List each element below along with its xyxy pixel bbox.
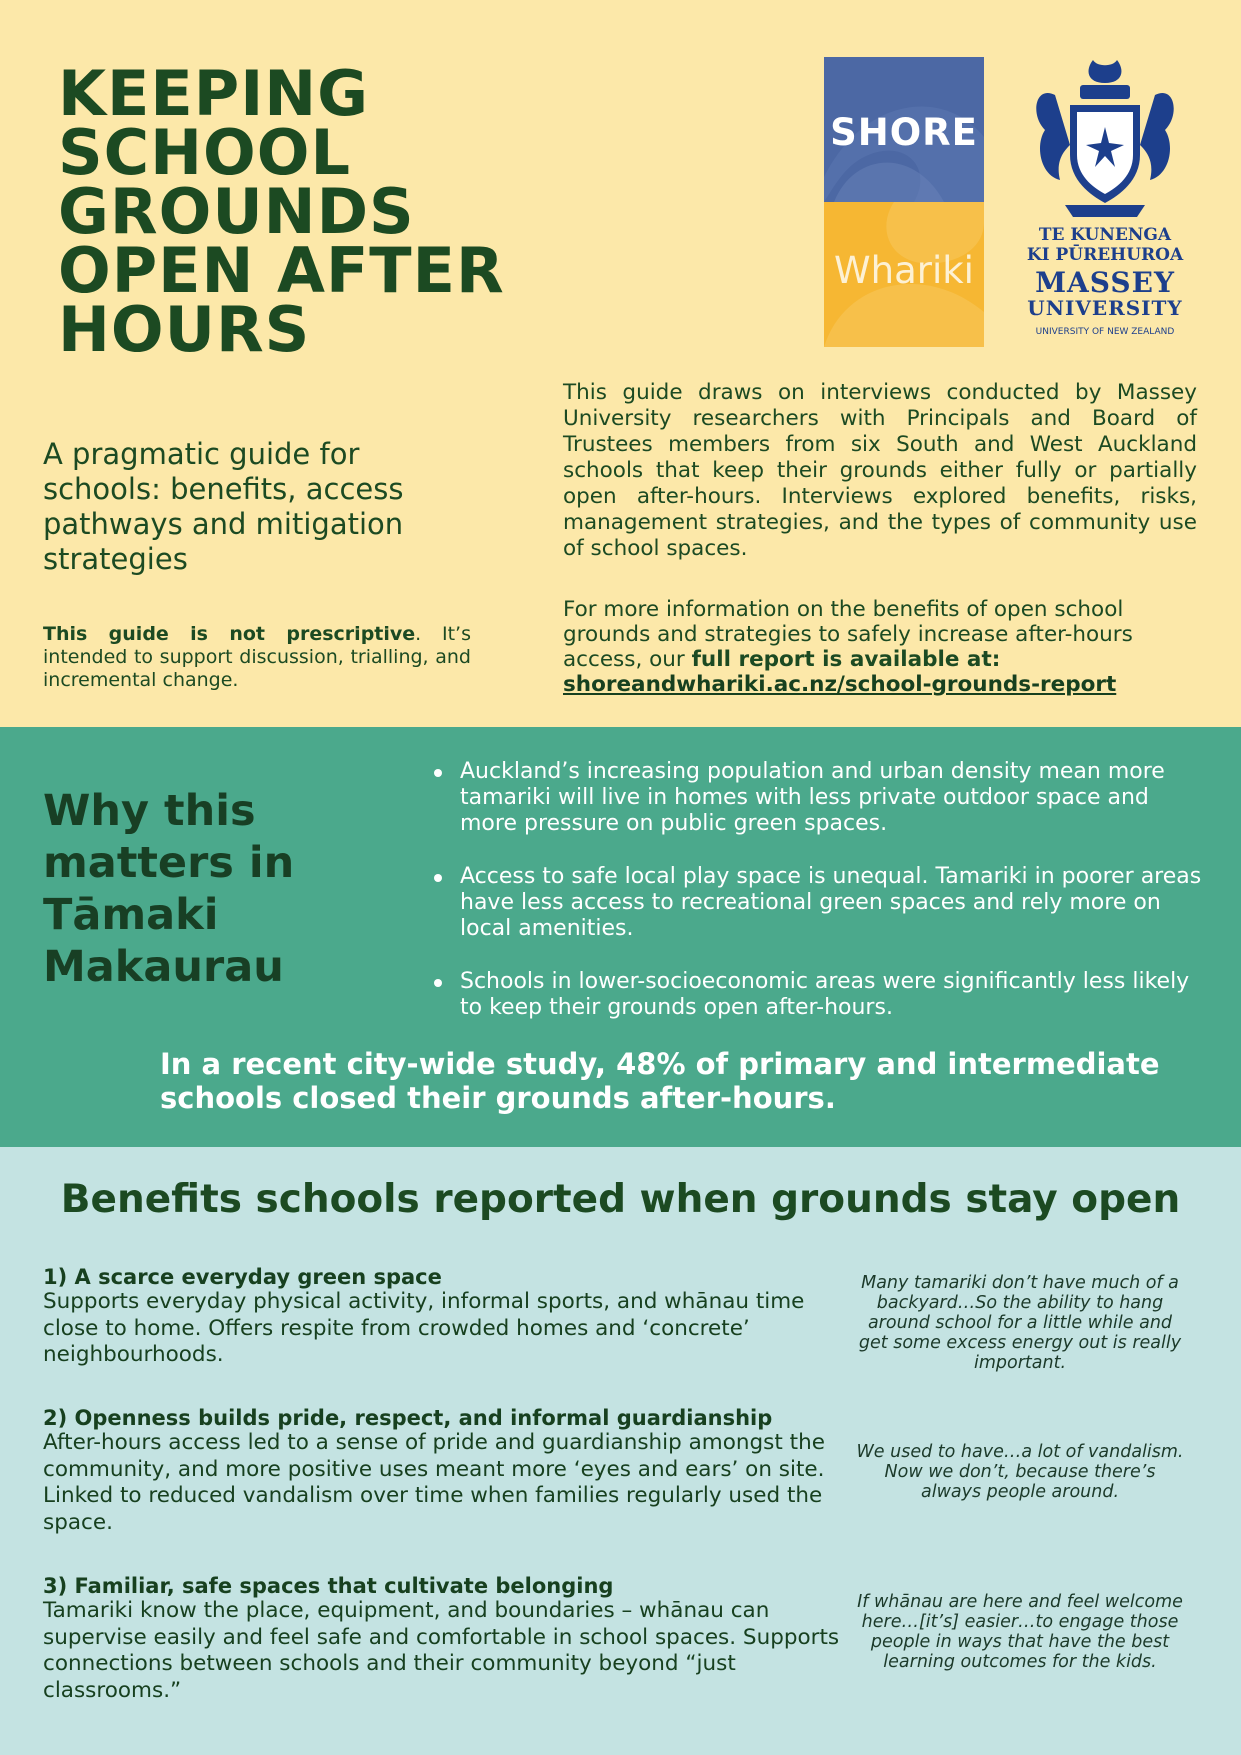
bullet-dot-icon xyxy=(434,979,442,987)
header-section xyxy=(0,0,1241,727)
more-info xyxy=(563,597,1197,697)
study-statistic: In a recent city-wide study, 48% of primary and intermediate schools closed their grounds after-hours. xyxy=(160,1047,1160,1115)
massey-crest-icon xyxy=(1025,55,1185,220)
benefit-quote: If whānau are here and feel welcome here…[it’s] easier…to engage those people in ways that have the best learning outcomes for the kids. xyxy=(857,1592,1183,1672)
benefit-item xyxy=(43,1406,843,1536)
benefits-section xyxy=(0,1147,1241,1755)
disclaimer-note xyxy=(43,623,471,692)
why-bullet-list xyxy=(430,759,1210,1048)
more-info-text: For more information on the benefits of open school grounds and strategies to safely increase after-hours access, our xyxy=(563,597,1133,672)
page-title: KEEPING SCHOOL GROUNDS OPEN AFTER HOURS xyxy=(58,57,505,366)
bullet-dot-icon xyxy=(434,769,442,777)
benefit-title: 3) Familiar, safe spaces that cultivate belonging xyxy=(43,1574,614,1598)
why-heading: Why this matters in Tāmaki Makaurau xyxy=(43,786,295,992)
shore-logo-block xyxy=(824,57,984,202)
massey-line-3: MASSEY xyxy=(1035,266,1175,299)
massey-line-2: KI PŪREHUROA xyxy=(1026,245,1184,265)
disclaimer-rest: . It’s intended to support discussion, trialling, and incremental change. xyxy=(43,623,471,691)
massey-line-4: UNIVERSITY xyxy=(1027,296,1183,320)
massey-wordmark xyxy=(1025,225,1185,339)
subtitle: A pragmatic guide for schools: benefits, access pathways and mitigation strategies xyxy=(43,437,404,576)
benefit-title: 2) Openness builds pride, respect, and informal guardianship xyxy=(43,1406,773,1430)
benefits-heading: Benefits schools reported when grounds stay open xyxy=(60,1177,1181,1222)
bullet-item xyxy=(430,969,1210,1021)
disclaimer-bold: This guide is not prescriptive xyxy=(43,623,416,645)
bullet-item xyxy=(430,759,1210,837)
bullet-dot-icon xyxy=(434,874,442,882)
benefit-quote: We used to have…a lot of vandalism. Now we don’t, because there’s always people around. xyxy=(856,1442,1184,1502)
whariki-word: Whariki xyxy=(834,249,974,292)
intro-paragraph: This guide draws on interviews conducted by Massey University researchers with Principals and Board of Trustees members from six South and West Auckland schools that keep their grounds either fully or partially open after-hours. Interviews explored benefits, risks, management strategies, and the types of community use of school spaces. xyxy=(563,380,1197,561)
whariki-logo-block xyxy=(824,202,984,347)
benefit-title: 1) A scarce everyday green space xyxy=(43,1265,442,1289)
massey-line-1: TE KUNENGA xyxy=(1038,225,1172,245)
bullet-item xyxy=(430,864,1210,942)
report-link[interactable]: shoreandwhariki.ac.nz/school-grounds-report xyxy=(563,672,1117,697)
massey-line-5: UNIVERSITY OF NEW ZEALAND xyxy=(1035,327,1175,337)
benefit-quote: Many tamariki don’t have much of a backyard…So the ability to hang around school for a little while and get some excess energy out is really important. xyxy=(858,1273,1182,1373)
bullet-text: Auckland’s increasing population and urban density mean more tamariki will live in homes with less private outdoor space and more pressure on public green spaces. xyxy=(460,759,1165,836)
why-section xyxy=(0,727,1241,1147)
bullet-text: Schools in lower-socioeconomic areas were significantly less likely to keep their grounds open after-hours. xyxy=(460,969,1190,1020)
benefit-body: After-hours access led to a sense of pride and guardianship amongst the community, and more positive uses meant more ‘eyes and ears’ on site. Linked to reduced vandalism over time when families regularly used the space. xyxy=(43,1430,825,1535)
benefit-body: Tamariki know the place, equipment, and boundaries – whānau can supervise easily and feel safe and comfortable in school spaces. Supports connections between schools and their community beyond “just classrooms.” xyxy=(43,1598,840,1703)
shore-whariki-logo xyxy=(824,57,984,347)
more-info-bold: full report is available at: xyxy=(691,647,1001,672)
massey-logo xyxy=(1025,55,1185,355)
benefit-body: Supports everyday physical activity, informal sports, and whānau time close to home. Offers respite from crowded homes and ‘concrete’ neighbourhoods. xyxy=(43,1289,805,1367)
benefit-item xyxy=(43,1265,843,1369)
bullet-text: Access to safe local play space is unequal. Tamariki in poorer areas have less access to recreational green spaces and rely more on local amenities. xyxy=(460,864,1202,941)
benefit-item xyxy=(43,1574,843,1704)
shore-word: SHORE xyxy=(830,111,978,154)
